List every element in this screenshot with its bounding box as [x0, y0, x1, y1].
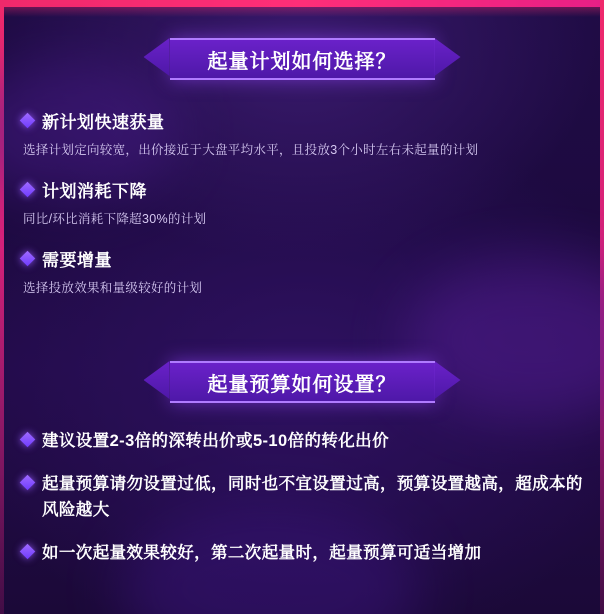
- list-item-text: 起量预算请勿设置过低，同时也不宜设置过高，预算设置越高，超成本的风险越大: [42, 474, 583, 520]
- right-accent-edge: [600, 0, 604, 614]
- list-item-title: 新计划快速获量: [42, 113, 165, 132]
- section-2-list: [22, 428, 587, 583]
- section-1-list: [22, 108, 582, 314]
- section-2-banner: 起量预算如何设置？: [170, 361, 435, 403]
- list-item-head: [22, 108, 582, 133]
- diamond-bullet-icon: [20, 113, 36, 129]
- diamond-bullet-icon: [20, 544, 36, 560]
- list-item: [22, 246, 582, 298]
- list-item: [22, 471, 587, 524]
- diamond-bullet-icon: [20, 432, 36, 448]
- top-accent-glow: [0, 7, 604, 17]
- list-item-title: 需要增量: [42, 250, 112, 270]
- list-item-desc: 选择计划定向较宽，出价接近于大盘平均水平，且投放3个小时左右未起量的计划: [23, 143, 479, 157]
- list-item-text: 建议设置2-3倍的深转出价或5-10倍的转化出价: [42, 432, 389, 450]
- section-1-banner-wrap: [0, 38, 604, 80]
- section-1-banner: 起量计划如何选择？: [170, 38, 435, 80]
- list-item-text: 如一次起量效果较好，第二次起量时，起量预算可适当增加: [42, 544, 482, 563]
- section-2-banner-wrap: [0, 361, 604, 403]
- list-item: [22, 108, 582, 160]
- list-item: [22, 428, 587, 455]
- list-item: [22, 540, 587, 567]
- list-item: [22, 177, 582, 229]
- list-item-head: [22, 177, 582, 202]
- top-accent-bar: [0, 0, 604, 7]
- diamond-bullet-icon: [20, 250, 36, 266]
- diamond-bullet-icon: [20, 474, 36, 490]
- list-item-head: [22, 246, 582, 271]
- list-item-desc: 同比/环比消耗下降超30%的计划: [23, 211, 207, 226]
- diamond-bullet-icon: [20, 181, 36, 197]
- left-accent-edge: [0, 0, 4, 614]
- list-item-desc: 选择投放效果和量级较好的计划: [23, 280, 203, 295]
- list-item-title: 计划消耗下降: [42, 181, 147, 201]
